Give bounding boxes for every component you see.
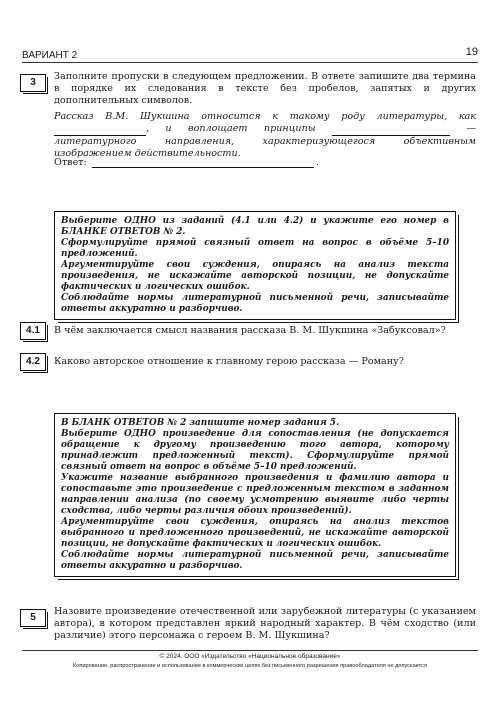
- sentence-part-2: , и воплощает принципы: [146, 123, 316, 134]
- task-4-2-text: Каково авторское отношение к главному герою рассказа — Роману?: [54, 356, 404, 367]
- choice-line-4: Соблюдайте нормы литературной письменной речи, записывайте ответы аккуратно и разборчиво.: [61, 293, 449, 314]
- sentence-part-1: Рассказ В.М. Шукшина относится к такому роду литературы, как: [54, 111, 476, 122]
- task-3-number: 3: [20, 74, 46, 92]
- choice-line-1: Выберите ОДНО из заданий (4.1 или 4.2) и укажите его номер в БЛАНКЕ ОТВЕТОВ № 2.: [61, 216, 449, 237]
- choice-instructions-box: [54, 211, 456, 320]
- header-rule: [22, 62, 478, 63]
- footer-notice: Копирование, распространение и использование в коммерческих целях без письменного разрешения правообладателя не допускается: [73, 663, 427, 669]
- instr-line-2: Выберите ОДНО произведение для сопоставления (не допускается обращение к другому произведению того автора, которому принадлежит предложенный текст). Сформулируйте прямой связный ответ на вопрос в объёме 5–10 предложений.: [61, 429, 449, 472]
- task-3-instruction: Заполните пропуски в следующем предложении. В ответе запишите два термина в порядке их следования в тексте без пробелов, запятых и других дополнительных символов.: [54, 71, 476, 106]
- blank-2: [332, 123, 450, 136]
- instr-line-3: Укажите название выбранного произведения и фамилию автора и сопоставьте это произведение с предложенным текстом в заданном направлении анализа (по своему усмотрению выявите либо черты сходства, либо черты различия обоих произведений).: [61, 473, 449, 516]
- answer-end: .: [316, 157, 320, 168]
- blank-1: [54, 123, 146, 136]
- choice-line-3: Аргументируйте свои суждения, опираясь на анализ текста произведения, не искажайте авторской позиции, не допускайте фактических и логических ошибок.: [61, 260, 449, 292]
- instr-line-1: В БЛАНК ОТВЕТОВ № 2 запишите номер задания 5.: [61, 418, 340, 428]
- footer-copyright: © 2024. ООО «Издательство «Национальное образование»: [159, 653, 341, 660]
- choice-line-2: Сформулируйте прямой связный ответ на вопрос в объёме 5–10 предложений.: [61, 238, 449, 259]
- answer-label: Ответ:: [54, 157, 87, 168]
- task-3-sentence: [54, 111, 476, 160]
- task-5-text: Назовите произведение отечественной или зарубежной литературы (с указанием автора), в котором представлен яркий народный характер. В чём сходство (или различие) этого персонажа с героем В. М. Шукшина?: [54, 606, 476, 641]
- variant-label: ВАРИАНТ 2: [22, 50, 78, 61]
- task-4-2-number: 4.2: [20, 353, 46, 371]
- instr-line-5: Соблюдайте нормы литературной письменной речи, записывайте ответы аккуратно и разборчиво.: [61, 550, 449, 571]
- answer-line: [92, 167, 314, 168]
- sentence-part-3: — литературного направления, характеризующегося объективным изображением действительности.: [54, 123, 476, 159]
- task-5-number: 5: [20, 609, 46, 627]
- page-number: 19: [465, 46, 478, 58]
- footer-rule: [22, 650, 478, 651]
- task-4-1-text: В чём заключается смысл названия рассказа В. М. Шукшина «Забуксовал»?: [54, 325, 446, 336]
- instr-line-4: Аргументируйте свои суждения, опираясь на анализ текстов выбранного и предложенного произведений, не искажайте авторской позиции, не допускайте фактических и логических ошибок.: [61, 517, 449, 549]
- task-5-instructions-box: [54, 413, 456, 577]
- task-4-1-number: 4.1: [20, 322, 46, 340]
